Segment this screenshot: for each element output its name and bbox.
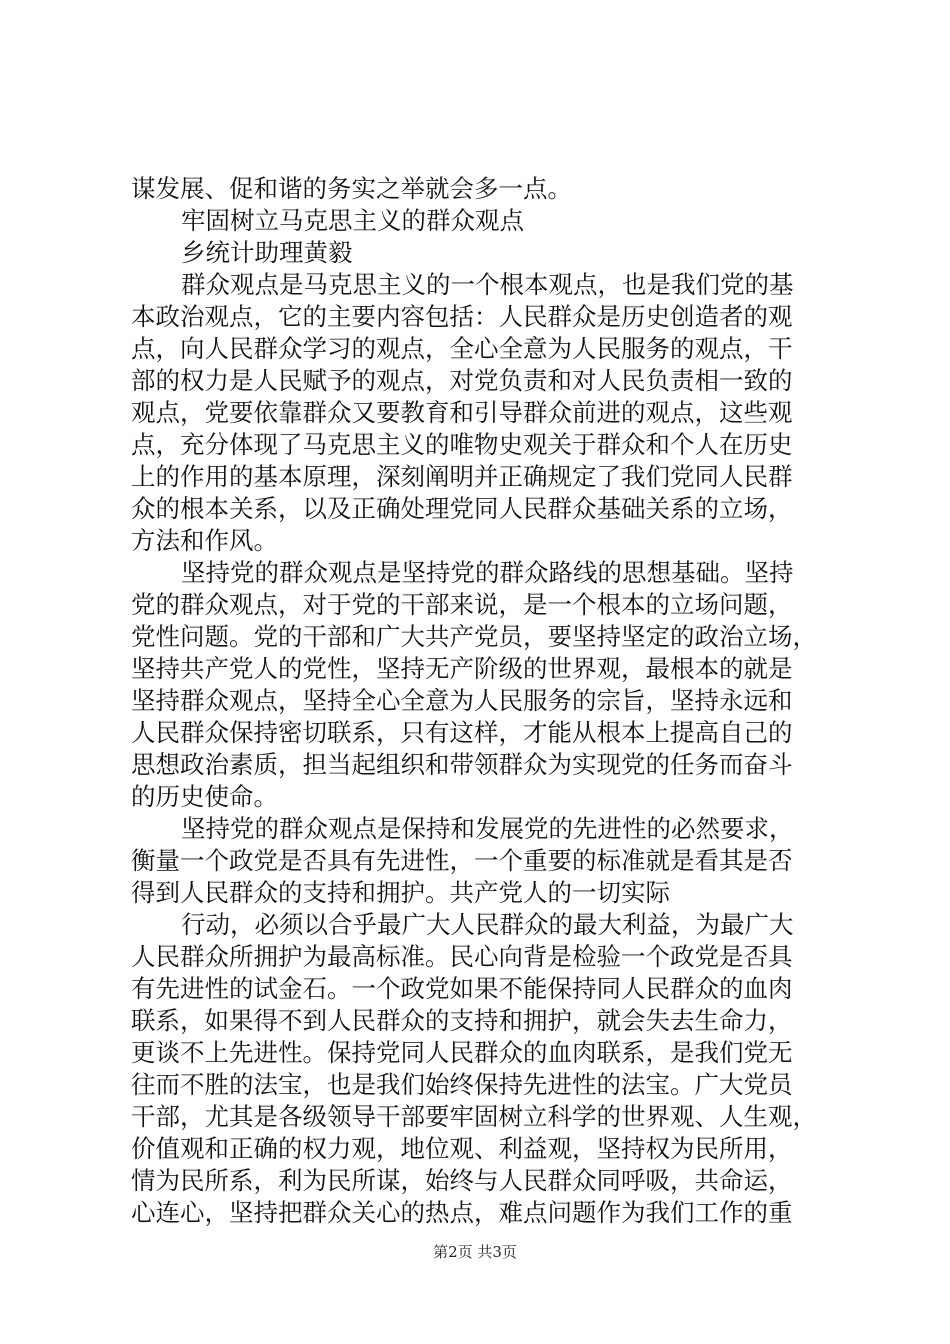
text-line: 心连心，坚持把群众关心的热点，难点问题作为我们工作的重: [131, 1198, 793, 1227]
text-line: 本政治观点，它的主要内容包括：人民群众是历史创造者的观: [131, 302, 793, 331]
text-line: 坚持共产党人的党性，坚持无产阶级的世界观，最根本的就是: [131, 654, 793, 683]
text-line: 坚持党的群众观点是坚持党的群众路线的思想基础。坚持: [181, 558, 794, 587]
text-line: 点，充分体现了马克思主义的唯物史观关于群众和个人在历史: [131, 430, 793, 459]
text-line: 牢固树立马克思主义的群众观点: [181, 206, 524, 235]
text-line: 干部，尤其是各级领导干部要牢固树立科学的世界观、人生观，: [131, 1102, 817, 1131]
text-line: 乡统计助理黄毅: [181, 238, 353, 267]
text-line: 联系，如果得不到人民群众的支持和拥护，就会失去生命力，: [131, 1006, 793, 1035]
text-line: 党性问题。党的干部和广大共产党员，要坚持坚定的政治立场，: [131, 622, 817, 651]
text-line: 部的权力是人民赋予的观点，对党负责和对人民负责相一致的: [131, 366, 793, 395]
page-number-label: 第2页 共3页: [433, 1243, 517, 1261]
text-line: 谋发展、促和谐的务实之举就会多一点。: [131, 174, 572, 203]
text-line: 有先进性的试金石。一个政党如果不能保持同人民群众的血肉: [131, 974, 793, 1003]
document-body: [131, 173, 851, 1229]
text-line: 点，向人民群众学习的观点，全心全意为人民服务的观点，干: [131, 334, 793, 363]
text-line: 往而不胜的法宝，也是我们始终保持先进性的法宝。广大党员: [131, 1070, 793, 1099]
text-line: 衡量一个政党是否具有先进性，一个重要的标准就是看其是否: [131, 846, 793, 875]
text-line: 得到人民群众的支持和拥护。共产党人的一切实际: [131, 878, 670, 907]
text-line: 方法和作风。: [131, 526, 278, 555]
text-line: 价值观和正确的权力观，地位观、利益观，坚持权为民所用，: [131, 1134, 793, 1163]
text-line: 思想政治素质，担当起组织和带领群众为实现党的任务而奋斗: [131, 750, 793, 779]
text-line: 坚持群众观点，坚持全心全意为人民服务的宗旨，坚持永远和: [131, 686, 793, 715]
text-line: 更谈不上先进性。保持党同人民群众的血肉联系，是我们党无: [131, 1038, 793, 1067]
text-line: 行动，必须以合乎最广大人民群众的最大利益，为最广大: [181, 910, 794, 939]
page-footer: [0, 1242, 950, 1262]
text-line: 上的作用的基本原理，深刻阐明并正确规定了我们党同人民群: [131, 462, 793, 491]
text-line: 党的群众观点，对于党的干部来说，是一个根本的立场问题，: [131, 590, 793, 619]
text-line: 观点，党要依靠群众又要教育和引导群众前进的观点，这些观: [131, 398, 793, 427]
text-line: 人民群众所拥护为最高标准。民心向背是检验一个政党是否具: [131, 942, 793, 971]
text-line: 人民群众保持密切联系，只有这样，才能从根本上提高自己的: [131, 718, 793, 747]
text-line: 众的根本关系，以及正确处理党同人民群众基础关系的立场，: [131, 494, 793, 523]
text-line: 情为民所系，利为民所谋，始终与人民群众同呼吸，共命运，: [131, 1166, 793, 1195]
text-line: 群众观点是马克思主义的一个根本观点，也是我们党的基: [181, 270, 794, 299]
text-line: 坚持党的群众观点是保持和发展党的先进性的必然要求，: [181, 814, 794, 843]
text-line: 的历史使命。: [131, 782, 278, 811]
